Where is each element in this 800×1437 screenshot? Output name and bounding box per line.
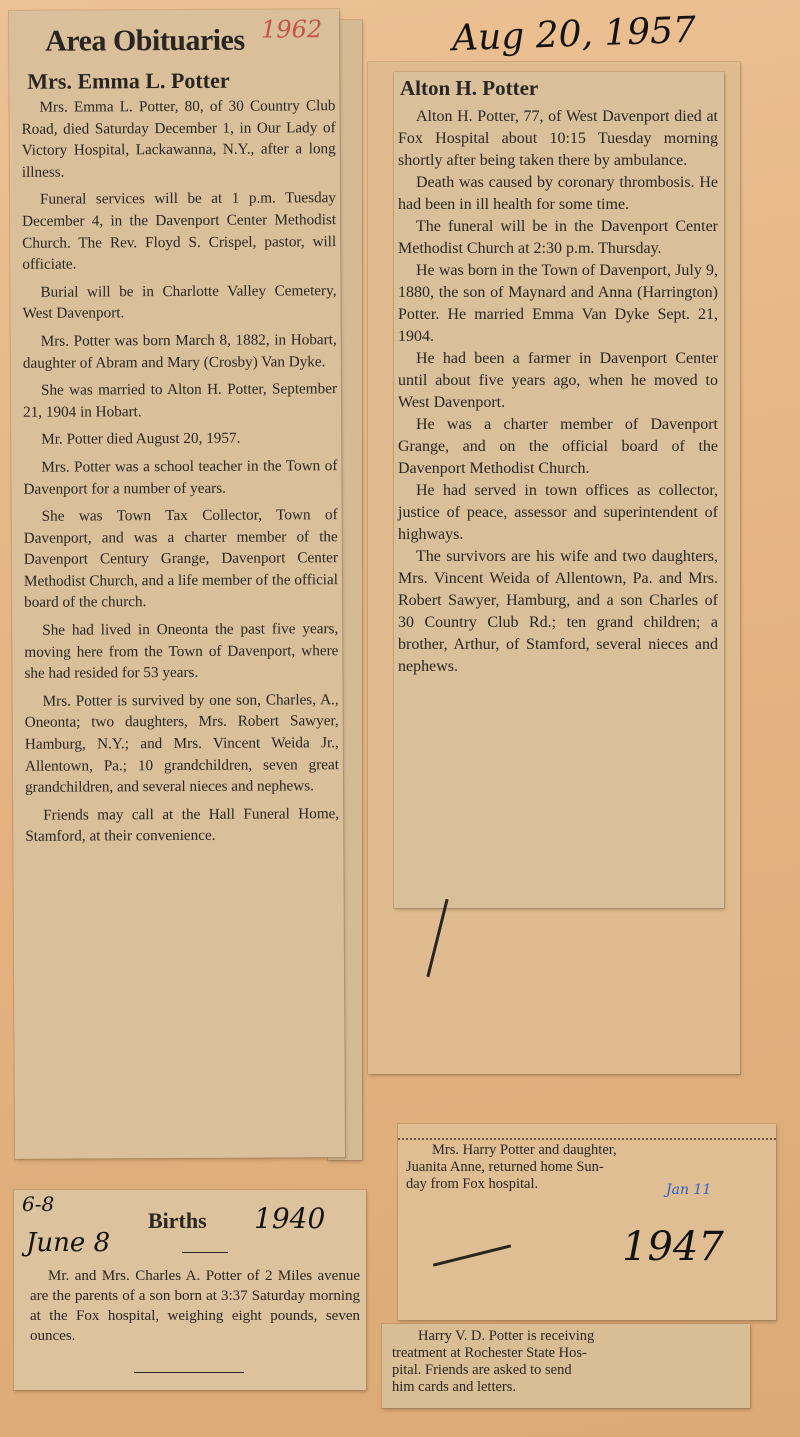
obituary-heading: Mrs. Emma L. Potter (27, 67, 230, 94)
text-line: treatment at Rochester State Hos- (392, 1345, 587, 1361)
annotation-year: 1940 (254, 1202, 326, 1235)
paragraph: Mrs. Potter is survived by one son, Charles, A., Oneonta; two daughters, Mrs. Robert Sawyer, Hamburg, N.Y.; and Mrs. Vincent Weida Jr., Allentown, Pa.; 10 grandchildren, seven great grandchildren, and several nieces and nephews. (24, 690, 339, 797)
paragraph: Funeral services will be at 1 p.m. Tuesday December 4, in the Davenport Center Methodist Church. The Rev. Floyd S. Crispel, pastor, will officiate. (22, 189, 337, 273)
harry-clipping-1 (398, 1124, 776, 1320)
obituary-body (398, 106, 718, 678)
paragraph: She was married to Alton H. Potter, September 21, 1904 in Hobart. (23, 380, 338, 421)
annotation-corner: 6-8 (22, 1192, 55, 1216)
text-line: Harry V. D. Potter is receiving (418, 1328, 595, 1344)
pencil-mark (433, 1244, 511, 1266)
text-line: Mrs. Harry Potter and daughter, (432, 1142, 617, 1158)
annotation-year: 1962 (261, 15, 323, 44)
paragraph: He was a charter member of Davenport Grange, and on the official board of the Davenport Methodist Church. (398, 416, 718, 477)
text-line: day from Fox hospital. (406, 1176, 539, 1192)
annotation-date: June 8 (26, 1228, 111, 1258)
paragraph: Burial will be in Charlotte Valley Cemetery, West Davenport. (22, 281, 337, 323)
harry-notice-1 (406, 1142, 768, 1193)
annotation-date: Jan 11 (666, 1182, 712, 1198)
harry-clipping-2 (382, 1324, 750, 1408)
paragraph: Alton H. Potter, 77, of West Davenport died at Fox Hospital about 10:15 Tuesday morning shortly after being taken there by ambulance. (398, 108, 718, 169)
section-title: Area Obituaries (45, 23, 245, 58)
obituary-body (21, 95, 339, 848)
paragraph: Mrs. Emma L. Potter, 80, of 30 Country Club Road, died Saturday December 1, in Our Lady of Victory Hospital, Lackawanna, N.Y., after a long illness. (21, 97, 336, 181)
text-line: pital. Friends are asked to send (392, 1362, 572, 1378)
paragraph: The survivors are his wife and two daughters, Mrs. Vincent Weida of Allentown, Pa. and Mrs. Robert Sawyer, Hamburg, and a son Charles of 30 Country Club Rd.; ten grand children; a brother, Arthur, of Stamford, several nieces and nephews. (398, 548, 718, 675)
paragraph: Friends may call at the Hall Funeral Home, Stamford, at their convenience. (25, 804, 340, 846)
paragraph: He had served in town offices as collector, justice of peace, assessor and superintendent of highways. (398, 482, 718, 543)
obituary-clipping-alton (394, 72, 724, 908)
paragraph: Mrs. Potter was a school teacher in the Town of Davenport for a number of years. (23, 457, 338, 498)
births-text: Mr. and Mrs. Charles A. Potter of 2 Miles avenue are the parents of a son born at 3:37 Saturday morning at the Fox hospital, weighing eight pounds, seven ounces. (30, 1268, 360, 1344)
paragraph: He was born in the Town of Davenport, July 9, 1880, the son of Maynard and Anna (Harrington) Potter. He married Emma Van Dyke Sept. 21, 1904. (398, 262, 718, 345)
births-clipping (14, 1190, 366, 1390)
text-line: Juanita Anne, returned home Sun- (406, 1159, 604, 1175)
births-heading: Births (148, 1208, 207, 1233)
paragraph: He had been a farmer in Davenport Center until about five years ago, when he moved to West Davenport. (398, 350, 718, 411)
rule (182, 1252, 228, 1253)
harry-notice-2 (392, 1328, 742, 1396)
annotation-date: Aug 20, 1957 (451, 9, 697, 60)
paragraph: She was Town Tax Collector, Town of Davenport, and was a charter member of the Davenport Century Grange, Davenport Center Methodist Church, and a life member of the official board of the church. (23, 506, 339, 612)
paragraph: Mrs. Potter was born March 8, 1882, in Hobart, daughter of Abram and Mary (Crosby) Van Dyke. (22, 331, 337, 372)
rule (134, 1372, 244, 1373)
obituary-heading: Alton H. Potter (400, 76, 539, 100)
paragraph: She had lived in Oneonta the past five years, moving here from the Town of Davenport, where she had resided for 53 years. (24, 620, 339, 683)
paragraph: Mr. Potter died August 20, 1957. (41, 429, 241, 449)
paragraph: The funeral will be in the Davenport Center Methodist Church at 2:30 p.m. Thursday. (398, 218, 718, 257)
obituary-clipping-emma (9, 9, 345, 1159)
paragraph: Death was caused by coronary thrombosis. He had been in ill health for some time. (398, 174, 718, 213)
text-line: him cards and letters. (392, 1379, 517, 1395)
annotation-year: 1947 (622, 1224, 724, 1270)
